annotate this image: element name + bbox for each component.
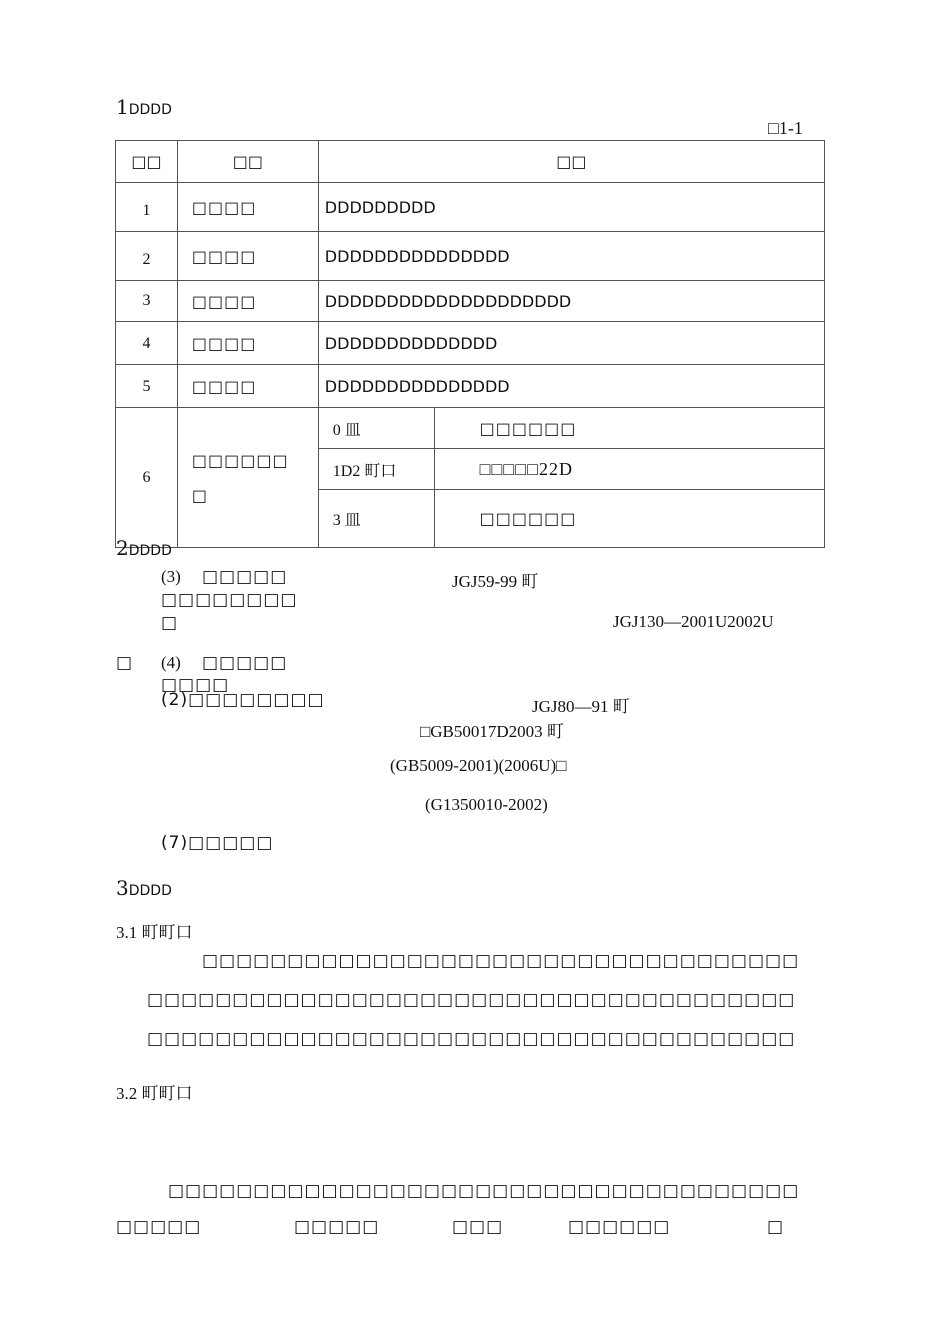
header-no: □□: [116, 141, 178, 183]
ref-3-prefix: (3): [161, 567, 181, 586]
ref-2-code: JGJ80—91 町: [532, 697, 630, 716]
ref-3-code: JGJ59-99 町: [452, 572, 539, 591]
row-item: □□□□: [177, 232, 318, 281]
bottom-cell: □□□: [452, 1217, 504, 1237]
row-item: [177, 408, 318, 548]
section-1-title: DDDD: [128, 102, 172, 118]
ref-line-3-code: JGJ130—2001U2002U: [613, 612, 774, 631]
ref-2-text: (2)□□□□□□□□: [161, 690, 325, 710]
row-number: 6: [116, 408, 178, 548]
sub-row-label: 0 皿: [318, 408, 434, 449]
header-item: □□: [177, 141, 318, 183]
paragraph-line: □□□□□□□□□□□□□□□□□□□□□□□□□□□□□□□□□□□□□□: [147, 990, 796, 1010]
ref-line-3: □: [161, 613, 179, 633]
header-desc: □□: [318, 141, 824, 183]
ref-7-text: (7)□□□□□: [161, 833, 274, 853]
section-3-title: DDDD: [128, 883, 172, 899]
row-item-line-1: □□□□□□: [191, 450, 289, 470]
row-number: 3: [116, 281, 178, 322]
sub-row-value: □□□□□□: [434, 490, 824, 548]
row-desc: DDDDDDDDD: [318, 183, 824, 232]
ref-4-text: □□□□□: [202, 653, 288, 673]
ref-line-9: (G1350010-2002): [425, 795, 548, 814]
row-item-line-2: □: [191, 485, 209, 505]
ref-line-7: □GB50017D2003 町: [420, 722, 564, 741]
bottom-cell: □□□□□: [116, 1217, 202, 1237]
row-desc: DDDDDDDDDDDDDD: [318, 322, 824, 365]
section-2-title: DDDD: [128, 543, 172, 559]
section-1-heading: [116, 95, 172, 119]
subsection-3-2-heading: 3.2 町町口: [116, 1084, 193, 1103]
table-row: [116, 365, 825, 408]
bottom-cell: □: [767, 1217, 785, 1237]
table-row: [116, 183, 825, 232]
paragraph-line: □□□□□□□□□□□□□□□□□□□□□□□□□□□□□□□□□□□□□□: [147, 1029, 796, 1049]
row-number: 4: [116, 322, 178, 365]
table-row: [116, 322, 825, 365]
table-header-row: [116, 141, 825, 183]
section-3-heading: [116, 876, 172, 900]
table-row: [116, 281, 825, 322]
section-3-number: 3: [116, 876, 129, 900]
row-item: □□□□: [177, 322, 318, 365]
sub-row-value: □□□□□22D: [434, 449, 824, 490]
row-desc: DDDDDDDDDDDDDDD: [318, 365, 824, 408]
bottom-cell: □□□□□□: [568, 1217, 671, 1237]
row-number: 1: [116, 183, 178, 232]
row-number: 2: [116, 232, 178, 281]
row-item: □□□□: [177, 365, 318, 408]
bottom-cell: □□□□□: [294, 1217, 380, 1237]
row-desc: DDDDDDDDDDDDDDDDDDDD: [318, 281, 824, 322]
spec-table: [115, 140, 825, 548]
row-number: 5: [116, 365, 178, 408]
row-item: □□□□: [177, 183, 318, 232]
table-row: [116, 232, 825, 281]
table-caption: □1-1: [768, 118, 803, 138]
section-1-number: 1: [116, 95, 129, 119]
row-desc: DDDDDDDDDDDDDDD: [318, 232, 824, 281]
table-row: [116, 408, 825, 449]
sub-row-label: 3 皿: [318, 490, 434, 548]
ref-line-5: □□□□: [161, 675, 230, 695]
ref-line-8: (GB5009-2001)(2006U)□: [390, 756, 567, 775]
ref-4-bullet: □: [116, 653, 134, 673]
ref-line-2: □□□□□□□□: [161, 590, 298, 610]
sub-row-label: 1D2 町口: [318, 449, 434, 490]
row-item: □□□□: [177, 281, 318, 322]
ref-4-prefix: (4): [161, 653, 181, 672]
section-2-number: 2: [116, 536, 129, 560]
ref-3-text: □□□□□: [202, 567, 288, 587]
sub-row-value: □□□□□□: [434, 408, 824, 449]
paragraph-line: □□□□□□□□□□□□□□□□□□□□□□□□□□□□□□□□□□□□□: [168, 1181, 800, 1201]
section-2-heading: [116, 536, 172, 560]
subsection-3-1-heading: 3.1 町町口: [116, 923, 193, 942]
paragraph-line: □□□□□□□□□□□□□□□□□□□□□□□□□□□□□□□□□□□: [202, 951, 800, 971]
